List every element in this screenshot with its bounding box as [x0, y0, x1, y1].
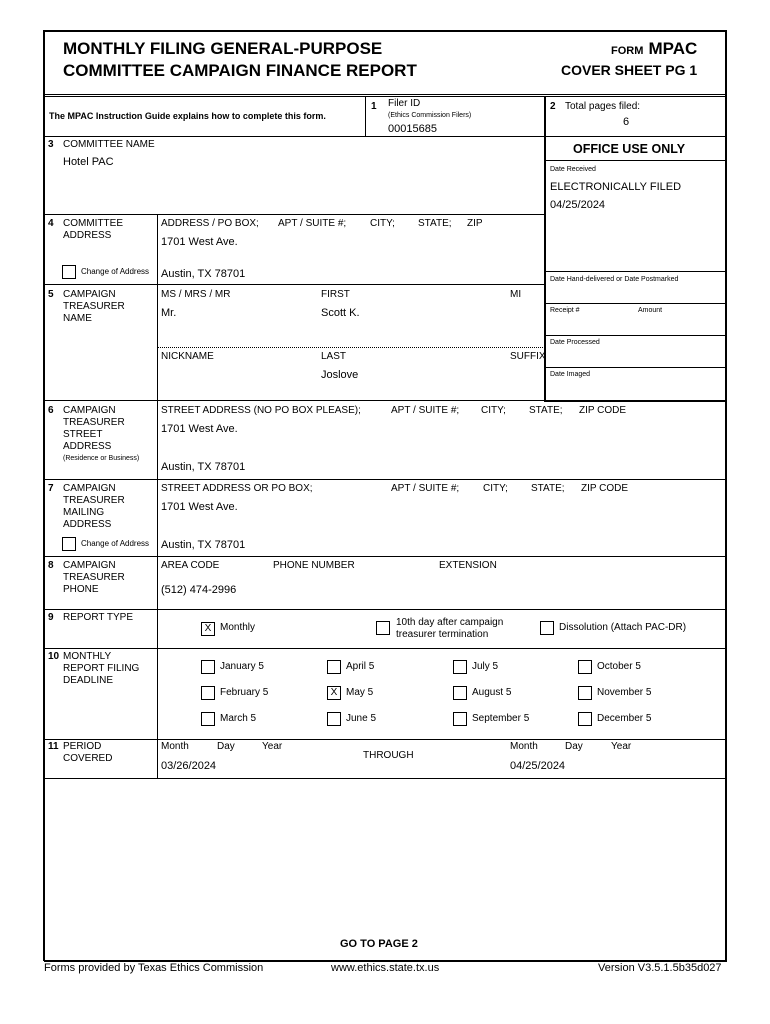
go-to-page-2: GO TO PAGE 2 — [340, 938, 418, 950]
may-checkbox[interactable]: X — [327, 686, 341, 700]
october-label: October 5 — [597, 661, 641, 672]
section-8-num: 8 — [48, 560, 54, 571]
col-street-address-7: STREET ADDRESS OR PO BOX; — [161, 483, 313, 494]
filer-num: 1 — [371, 101, 377, 112]
february-label: February 5 — [220, 687, 269, 698]
december-label: December 5 — [597, 713, 652, 724]
treasurer-mailing-line-1: 1701 West Ave. — [161, 501, 238, 513]
section-11-num: 11 — [48, 741, 59, 752]
may-label: May 5 — [346, 687, 374, 698]
cover-sheet-label: COVER SHEET PG 1 — [561, 62, 698, 78]
treasurer-street-note: (Residence or Business) — [63, 455, 140, 462]
through-label: THROUGH — [363, 750, 414, 761]
september-checkbox[interactable] — [453, 712, 467, 726]
july-checkbox[interactable] — [453, 660, 467, 674]
footer-left: Forms provided by Texas Ethics Commission — [44, 962, 264, 974]
col-state-7: STATE; — [531, 483, 565, 494]
treasurer-phone-value: (512) 474-2996 — [161, 584, 237, 596]
august-checkbox[interactable] — [453, 686, 467, 700]
from-year-label: Year — [262, 741, 283, 752]
committee-address-line-2: Austin, TX 78701 — [161, 268, 246, 280]
june-checkbox[interactable] — [327, 712, 341, 726]
col-mi: MI — [510, 289, 522, 300]
dissolution-label: Dissolution (Attach PAC-DR) — [559, 622, 687, 633]
col-first: FIRST — [321, 289, 350, 300]
february-checkbox[interactable] — [201, 686, 215, 700]
form-code: MPAC — [648, 39, 698, 58]
monthly-label: Monthly — [220, 622, 256, 633]
period-label-2: COVERED — [63, 753, 113, 764]
col-phone-number: PHONE NUMBER — [273, 560, 355, 571]
treasurer-first-value: Scott K. — [321, 307, 360, 319]
january-label: January 5 — [220, 661, 264, 672]
col-zip-7: ZIP CODE — [581, 483, 629, 494]
treasurer-mailing-label-4: ADDRESS — [63, 519, 112, 530]
col-apt-7: APT / SUITE #; — [391, 483, 460, 494]
form-label — [611, 39, 697, 59]
col-city-7: CITY; — [483, 483, 508, 494]
period-label-1: PERIOD — [63, 741, 102, 752]
june-label: June 5 — [346, 713, 377, 724]
office-status: ELECTRONICALLY FILED — [550, 181, 682, 193]
total-pages-num: 2 — [550, 101, 556, 112]
march-checkbox[interactable] — [201, 712, 215, 726]
treasurer-name-label-3: NAME — [63, 313, 92, 324]
march-label: March 5 — [220, 713, 257, 724]
treasurer-phone-label-2: TREASURER — [63, 572, 125, 583]
monthly-checkbox[interactable]: X — [201, 622, 215, 636]
july-label: July 5 — [472, 661, 499, 672]
report-type-label: REPORT TYPE — [63, 612, 134, 623]
tenth-day-label-1: 10th day after campaign — [396, 617, 504, 628]
from-month-label: Month — [161, 741, 189, 752]
title-line-1: MONTHLY FILING GENERAL-PURPOSE — [63, 39, 383, 58]
section-3-num: 3 — [48, 139, 54, 150]
date-received-label: Date Received — [550, 166, 596, 173]
change-of-address-label-7: Change of Address — [81, 539, 150, 548]
change-of-address-checkbox-4[interactable] — [62, 265, 76, 279]
treasurer-street-label-2: TREASURER — [63, 417, 125, 428]
col-state-6: STATE; — [529, 405, 563, 416]
col-city: CITY; — [370, 218, 395, 229]
committee-address-label-1: COMMITTEE — [63, 218, 123, 229]
date-imaged-label: Date Imaged — [550, 371, 591, 378]
august-label: August 5 — [472, 687, 512, 698]
deadline-label-1: MONTHLY — [63, 651, 112, 662]
office-use-title: OFFICE USE ONLY — [573, 142, 686, 156]
col-title: MS / MRS / MR — [161, 289, 231, 300]
section-9-num: 9 — [48, 612, 54, 623]
footer-center: www.ethics.state.tx.us — [331, 962, 440, 974]
treasurer-street-line-1: 1701 West Ave. — [161, 423, 238, 435]
form-prefix: FORM — [611, 45, 644, 57]
treasurer-mailing-label-3: MAILING — [63, 507, 105, 518]
col-street-address-6: STREET ADDRESS (NO PO BOX PLEASE); — [161, 405, 361, 416]
treasurer-name-label-2: TREASURER — [63, 301, 125, 312]
period-to-value: 04/25/2024 — [510, 760, 566, 772]
committee-address-line-1: 1701 West Ave. — [161, 236, 238, 248]
col-nickname: NICKNAME — [161, 351, 214, 362]
instruction-text: The MPAC Instruction Guide explains how to complete this form. — [49, 111, 326, 121]
filer-sublabel: (Ethics Commission Filers) — [388, 112, 472, 119]
section-5-num: 5 — [48, 289, 54, 300]
section-6-num: 6 — [48, 405, 54, 416]
office-date: 04/25/2024 — [550, 199, 606, 211]
october-checkbox[interactable] — [578, 660, 592, 674]
treasurer-last-value: Joslove — [321, 369, 359, 381]
to-day-label: Day — [565, 741, 583, 752]
january-checkbox[interactable] — [201, 660, 215, 674]
col-last: LAST — [321, 351, 347, 362]
hand-delivered-label: Date Hand-delivered or Date Postmarked — [550, 276, 679, 283]
committee-address-label-2: ADDRESS — [63, 230, 112, 241]
tenth-day-label-2: treasurer termination — [396, 629, 489, 640]
filer-id-value: 00015685 — [388, 123, 437, 135]
committee-name-value: Hotel PAC — [63, 156, 114, 168]
change-of-address-checkbox-7[interactable] — [62, 537, 76, 551]
treasurer-mailing-label-2: TREASURER — [63, 495, 125, 506]
section-7-num: 7 — [48, 483, 54, 494]
period-from-value: 03/26/2024 — [161, 760, 217, 772]
deadline-label-3: DEADLINE — [63, 675, 114, 686]
deadline-label-2: REPORT FILING — [63, 663, 140, 674]
col-area-code: AREA CODE — [161, 560, 220, 571]
col-zip-6: ZIP CODE — [579, 405, 627, 416]
dissolution-checkbox[interactable] — [540, 621, 554, 635]
november-checkbox[interactable] — [578, 686, 592, 700]
date-processed-label: Date Processed — [550, 339, 600, 346]
section-4-num: 4 — [48, 218, 54, 229]
filer-id-label: Filer ID — [388, 98, 421, 109]
to-month-label: Month — [510, 741, 538, 752]
col-zip: ZIP — [467, 218, 483, 229]
treasurer-mailing-line-2: Austin, TX 78701 — [161, 539, 246, 551]
col-address: ADDRESS / PO BOX; — [161, 218, 259, 229]
from-day-label: Day — [217, 741, 235, 752]
section-10-num: 10 — [48, 651, 60, 662]
receipt-label: Receipt # — [550, 307, 580, 314]
col-apt: APT / SUITE #; — [278, 218, 347, 229]
treasurer-phone-label-3: PHONE — [63, 584, 99, 595]
col-extension: EXTENSION — [439, 560, 497, 571]
april-label: April 5 — [346, 661, 375, 672]
september-label: September 5 — [472, 713, 530, 724]
total-pages-value: 6 — [623, 116, 630, 128]
treasurer-street-label-1: CAMPAIGN — [63, 405, 116, 416]
committee-name-label: COMMITTEE NAME — [63, 139, 155, 150]
november-label: November 5 — [597, 687, 652, 698]
change-of-address-label-4: Change of Address — [81, 267, 150, 276]
col-state: STATE; — [418, 218, 452, 229]
treasurer-street-line-2: Austin, TX 78701 — [161, 461, 246, 473]
col-city-6: CITY; — [481, 405, 506, 416]
treasurer-street-label-4: ADDRESS — [63, 441, 112, 452]
title-line-2: COMMITTEE CAMPAIGN FINANCE REPORT — [63, 61, 417, 80]
to-year-label: Year — [611, 741, 632, 752]
april-checkbox[interactable] — [327, 660, 341, 674]
treasurer-title-value: Mr. — [161, 307, 177, 319]
treasurer-mailing-label-1: CAMPAIGN — [63, 483, 116, 494]
treasurer-phone-label-1: CAMPAIGN — [63, 560, 116, 571]
total-pages-label: Total pages filed: — [565, 101, 641, 112]
col-apt-6: APT / SUITE #; — [391, 405, 460, 416]
treasurer-name-label-1: CAMPAIGN — [63, 289, 116, 300]
treasurer-street-label-3: STREET — [63, 429, 103, 440]
amount-label: Amount — [638, 307, 663, 314]
footer-right: Version V3.5.1.5b35d027 — [598, 962, 722, 974]
tenth-day-checkbox[interactable] — [376, 621, 390, 635]
december-checkbox[interactable] — [578, 712, 592, 726]
col-suffix: SUFFIX — [510, 351, 546, 362]
